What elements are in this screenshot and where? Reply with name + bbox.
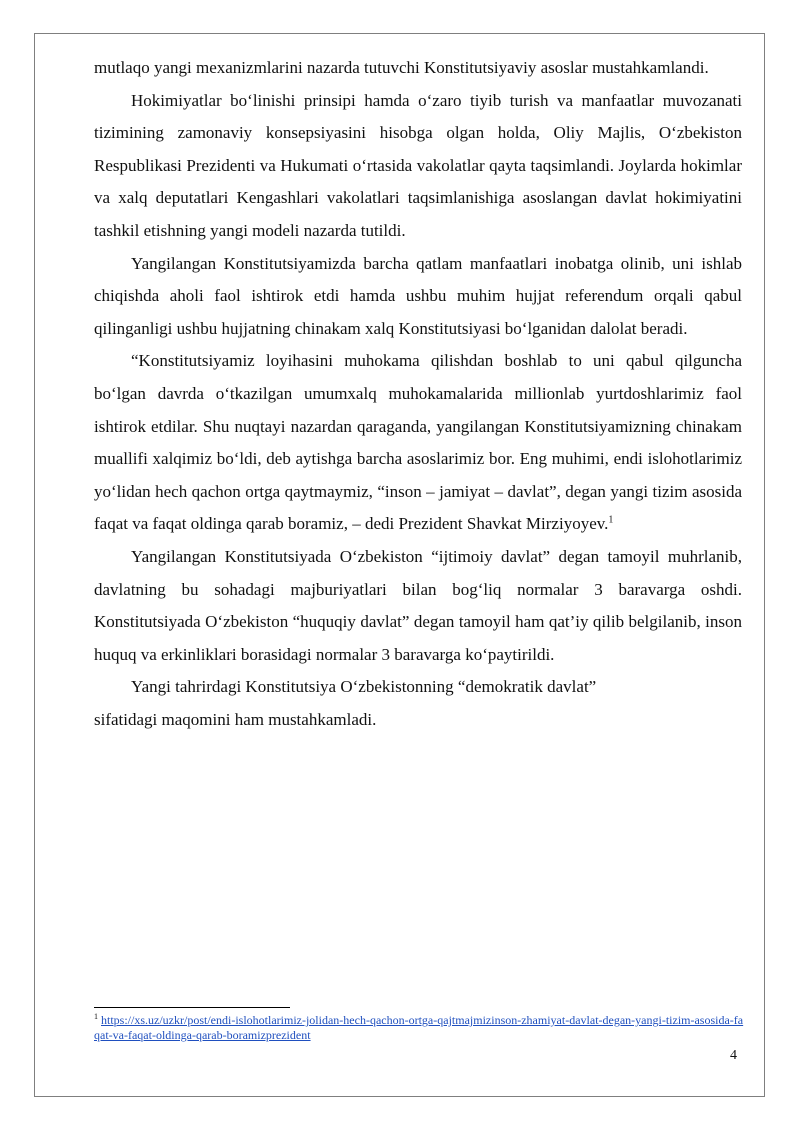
footnote-separator <box>94 1007 290 1008</box>
document-body <box>94 52 742 736</box>
paragraph-updated-constitution: Yangilangan Konstitutsiyamizda barcha qatlam manfaatlari inobatga olinib, uni ishlab chiqishda aholi faol ishtirok etdi hamda ushbu muhim hujjat referendum orqali qabul qilinganligi ushbu hujjatning chinakam xalq Konstitutsiyasi bo‘lganidan dalolat beradi. <box>94 253 742 338</box>
paragraph-democratic-state: Yangi tahrirdagi Konstitutsiya O‘zbekistonning “demokratik davlat” <box>131 677 597 697</box>
quote-text: “Konstitutsiyamiz loyihasini muhokama qilishdan boshlab to uni qabul qilguncha bo‘lgan davrda o‘tkazilgan umumxalq muhokamalarida millionlab yurtdoshlarimiz faol ishtirok etdilar. Shu nuqtayi nazardan qaraganda, yangilangan Konstitutsiyamizning chinakam muallifi xalqimiz bo‘ldi, deb aytishga barcha asoslarimiz bor. Eng muhimi, endi islohotlarimiz yo‘lidan hech qachon ortga qaytmaymiz, “inson – jamiyat – davlat”, degan yangi tizim asosida faqat va faqat oldinga qarab boramiz, – dedi Prezident Shavkat Mirziyoyev. <box>94 351 742 534</box>
paragraph-continuation: mutlaqo yangi mexanizmlarini nazarda tutuvchi Konstitutsiyaviy asoslar mustahkamlandi. <box>94 58 709 77</box>
footnote-link[interactable]: https://xs.uz/uzkr/post/endi-islohotlarimiz-jolidan-hech-qachon-ortga-qajtmajmizinson-zhamiyat-davlat-degan-yangi-tizim-asosida-faqat-va-faqat-oldinga-qarab-boramizprezident <box>94 1013 744 1042</box>
footnote <box>94 1013 744 1043</box>
paragraph-democratic-state-end: sifatidagi maqomini ham mustahkamladi. <box>94 709 377 729</box>
paragraph-president-quote <box>94 345 742 541</box>
footnote-number: 1 <box>94 1012 98 1021</box>
paragraph-social-state: Yangilangan Konstitutsiyada O‘zbekiston “ijtimoiy davlat” degan tamoyil muhrlanib, davlatning bu sohadagi majburiyatlari bilan bog‘liq normalar 3 baravarga oshdi. Konstitutsiyada O‘zbekiston “huquqiy davlat” degan tamoyil ham qat’iy qilib belgilanib, inson huquq va erkinliklari borasidagi normalar 3 baravarga ko‘paytirildi. <box>94 546 742 664</box>
footnote-reference[interactable]: 1 <box>608 514 614 526</box>
paragraph-power-separation: Hokimiyatlar bo‘linishi prinsipi hamda o‘zaro tiyib turish va manfaatlar muvozanati tizimining zamonaviy konsepsiyasini hisobga olgan holda, Oliy Majlis, O‘zbekiston Respublikasi Prezidenti va Hukumati o‘rtasida vakolatlar qayta taqsimlandi. Joylarda hokimlar va xalq deputatlari Kengashlari vakolatlari taqsimlanishiga asoslangan davlat hokimiyatini tashkil etishning yangi modeli nazarda tutildi. <box>94 90 742 240</box>
page-number: 4 <box>730 1048 737 1063</box>
